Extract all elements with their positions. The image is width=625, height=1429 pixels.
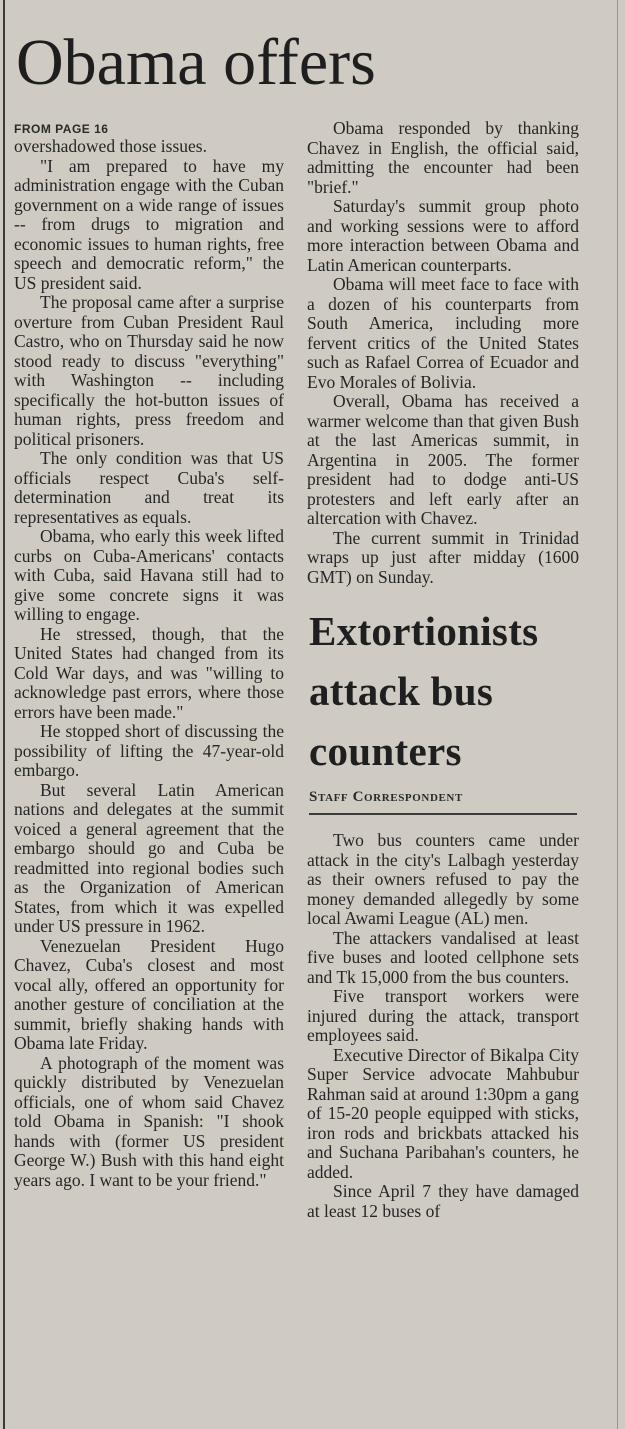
article-column-1 — [14, 119, 284, 1190]
paragraph: Executive Director of Bikalpa City Super Service advocate Mahbubur Rahman said at around 1:30pm a gang of 15-20 people equipped with sticks, iron rods and brickbats attacked his and Suchana Paribahan's counters, he added. — [307, 1044, 579, 1182]
paragraph: Saturday's summit group photo and working sessions were to afford more interaction between Obama and Latin American counterparts. — [307, 196, 579, 275]
story2-body — [307, 831, 579, 1221]
paragraph: Obama, who early this week lifted curbs on Cuba-Americans' contacts with Cuba, said Havana still had to give some concrete signs it was willing to engage. — [14, 526, 284, 624]
column-rule-left — [3, 0, 5, 1429]
paragraph: A photograph of the moment was quickly distributed by Venezuelan officials, one of whom said Chavez told Obama in Spanish: "I shook hands with (former US president George W.) Bush with this hand eight years ago. I want to be your friend." — [14, 1052, 284, 1190]
paragraph: The current summit in Trinidad wraps up just after midday (1600 GMT) on Sunday. — [307, 527, 579, 587]
article-column-2 — [307, 119, 579, 1221]
story2-headline: Extortionists attack bus counters — [309, 608, 539, 774]
paragraph: overshadowed those issues. — [14, 136, 207, 156]
paragraph: But several Latin American nations and delegates at the summit voiced a general agreement that the embargo should go and Cuba be readmitted into regional bodies such as the Organization of American States, from which it was expelled under US pressure in 1962. — [14, 779, 284, 936]
paragraph: Obama will meet face to face with a dozen of his counterparts from South America, including more fervent critics of the United States such as Rafael Correa of Ecuador and Evo Morales of Bolivia. — [307, 274, 579, 392]
continuation-kicker: FROM PAGE 16 — [14, 122, 109, 136]
paragraph: Five transport workers were injured during the attack, transport employees said. — [307, 986, 579, 1045]
paragraph: The only condition was that US officials respect Cuba's self-determination and treat its representatives as equals. — [14, 448, 284, 527]
paragraph: Since April 7 they have damaged at least 12 buses of — [307, 1181, 579, 1221]
paragraph: The proposal came after a surprise overture from Cuban President Raul Castro, who on Thursday said he now stood ready to discuss "everything" with Washington -- including specifically the hot-button issues of human rights, press freedom and political prisoners. — [14, 292, 284, 449]
paragraph: Venezuelan President Hugo Chavez, Cuba's closest and most vocal ally, offered an opportunity for another gesture of conciliation at the summit, briefly shaking hands with Obama late Friday. — [14, 935, 284, 1053]
column-rule-right — [617, 0, 618, 1429]
paragraph: "I am prepared to have my administration engage with the Cuban government on a wide range of issues -- from drugs to migration and economic issues to human rights, free speech and democratic reform," the US president said. — [14, 155, 284, 293]
paragraph: He stressed, though, that the United States had changed from its Cold War days, and was "willing to acknowledge past errors, where those errors have been made." — [14, 623, 284, 722]
paragraph: Two bus counters came under attack in the city's Lalbagh yesterday as their owners refused to pay the money demanded allegedly by some local Awami League (AL) men. — [307, 830, 579, 928]
story2-byline: Staff Correspondent — [309, 787, 577, 815]
paragraph: Overall, Obama has received a warmer welcome than that given Bush at the last Americas summit, in Argentina in 2005. The former president had to dodge anti-US protesters and left early after an altercation with Chavez. — [307, 391, 579, 528]
main-headline: Obama offers — [16, 26, 376, 99]
paragraph: Obama responded by thanking Chavez in English, the official said, admitting the encounter had been "brief." — [307, 118, 579, 197]
paragraph: The attackers vandalised at least five buses and looted cellphone sets and Tk 15,000 from the bus counters. — [307, 927, 579, 987]
paragraph: He stopped short of discussing the possibility of lifting the 47-year-old embargo. — [14, 721, 284, 780]
